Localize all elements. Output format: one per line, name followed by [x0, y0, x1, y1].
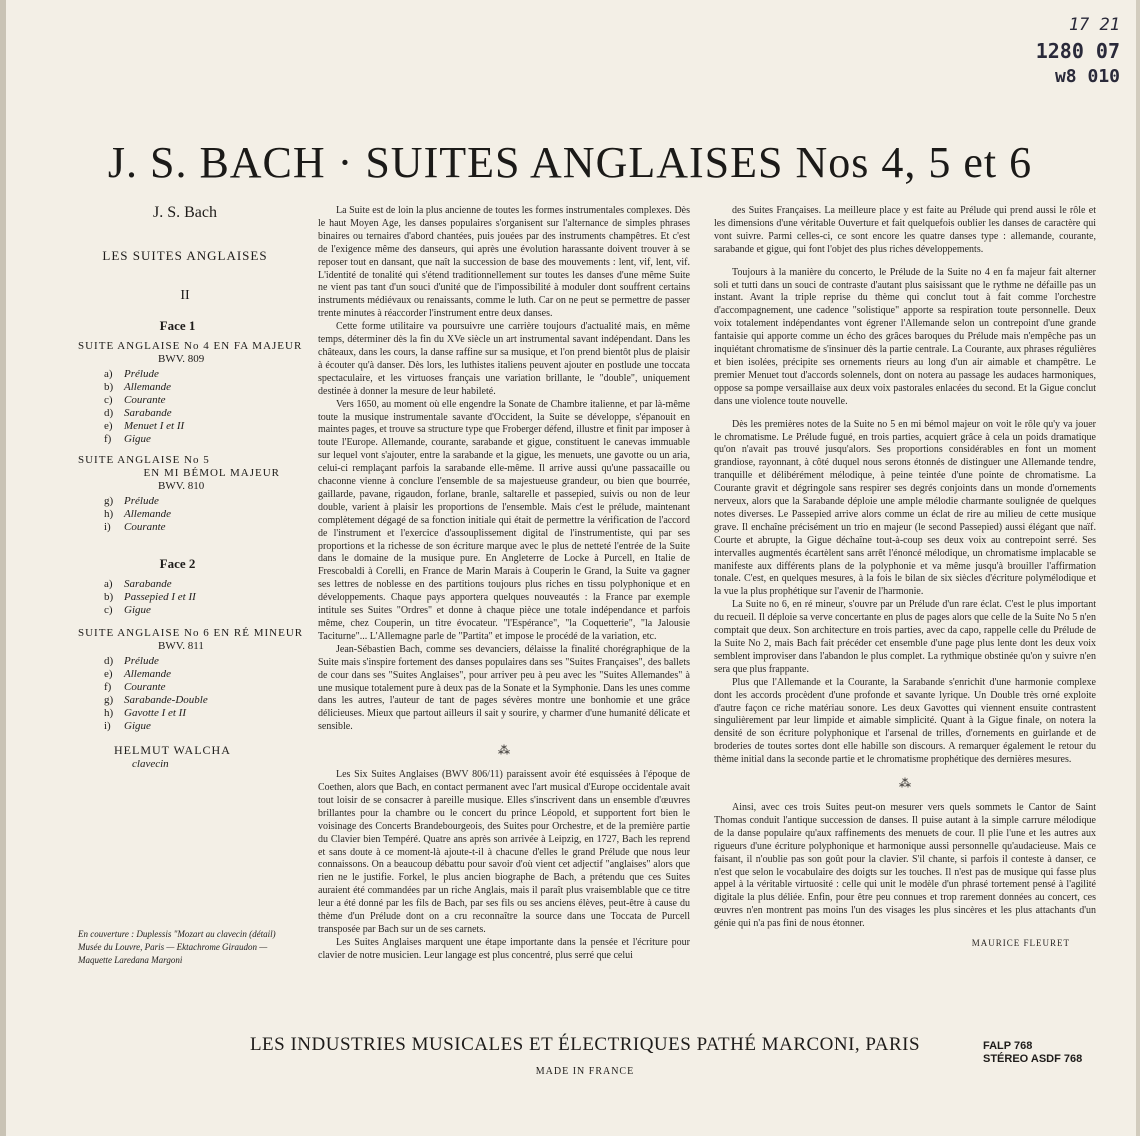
suite-heading: SUITE ANGLAISE No 5: [78, 454, 210, 466]
movement-letter: f): [104, 433, 112, 445]
movement-item: [104, 368, 310, 381]
movement-letter: g): [104, 495, 114, 507]
track-listing: [70, 204, 310, 770]
movement-letter: a): [104, 578, 113, 590]
movement-name: Allemande: [124, 508, 172, 520]
movement-letter: h): [104, 707, 114, 719]
movement-letter: i): [104, 521, 111, 533]
composer-name: J. S. Bach: [153, 204, 217, 221]
movement-letter: b): [104, 591, 114, 603]
catalog-numbers: [983, 1040, 1103, 1066]
catalog-mono: FALP 768: [983, 1040, 1033, 1052]
movement-letter: e): [104, 668, 113, 680]
suite-bwv: BWV. 810: [158, 480, 205, 492]
handwritten-note-3: w8 010: [1054, 66, 1120, 87]
album-title: J. S. BACH · SUITES ANGLAISES Nos 4, 5 et 6: [107, 138, 1033, 188]
liner-paragraph: Toujours à la manière du concerto, le Prélude de la Suite no 4 en fa majeur fait alterner soli et tutti dans un souci de contraste d'autant plus saisissant que le rythme ne défaille pas un instant. Avant la triple reprise du thème qui conclut tout à fait comme l'orchestre d'accompagnement, une cadence "solistique" apporte sa respiration toute personnelle. Deux voix totalement indépendantes vont égrener l'Allemande selon un contrepoint d'une grande fantaisie qui apporte comme un écho des grâces baroques du Prélude mais n'empêche pas un inquiétant chromatisme de s'insinuer dès la partie centrale. La Courante, aux phrases régulières et bien isolées, précipite ses ornements rieurs au long d'un air aimable et champêtre. Le premier Menuet tout d'accords solennels, dont on notera au passage les audaces harmoniques, oppose sa pompe versaillaise aux deux voix pastorales enlacées du second. Et la Gigue conclut dans une violence toute nouvelle.: [714, 266, 1096, 407]
liner-paragraph: La Suite no 6, en ré mineur, s'ouvre par un Prélude d'un rare éclat. C'est le plus important du recueil. Il déploie sa verve concertante en plus de pages alors que celle de la Suite No 5 n'en comptait que deux. Son architecture en trois parties, avec da capo, rappelle celle du Prélude de la Suite No 2, mais Bach fait précéder cet ensemble d'une page plus lente dont les deux voix semblent improviser dans l'abandon le plus complet. La rythmique obstinée qu'on y suivre n'en sera que plus frappante.: [714, 599, 1096, 675]
movement-item: [104, 578, 310, 591]
movement-item: [104, 694, 310, 707]
movement-name: Sarabande-Double: [124, 694, 208, 706]
liner-paragraph: Vers 1650, au moment où elle engendre la Sonate de Chambre italienne, et par là-même toute la musique instrumentale savante d'Occident, la Suite se développe, s'épanouit en maintes pages, et trouve sa structure type que Froberger défend, illustre et finit par imposer à toute l'Europe. Allemande, courante, sarabande et gigue, constituent le canevas immuable sur lequel vont s'ajouter, entre la sarabande et la gigue, les menuets, une gavotte ou un aria, celui-ci remplaçant parfois la sarabande elle-même. Il arrive aussi qu'une passacaille ou chaconne vienne à conclure l'ensemble de sa majestueuse grandeur, ou bien que bourrée, gaillarde, pavane, rigaudon, forlane, branle, saltarelle et passepied, suivis ou non de leur double, varient à plaisir les proportions de l'ensemble. Mais c'est le prélude, maintenant complètement dégagé de sa fonction initiale qui était de permettre la vérification de l'accord de l'instrument et l'exercice d'assouplissement digital de l'instrumentiste, qui par ses proportions et la richesse de son écriture marque avec le plus de netteté l'entrée de la Suite dans le domaine de la musique pure. En Angleterre de Locke à Purcell, en Italie de Frescobaldi à Corelli, en France de Marin Marais à Couperin le Grand, la Suite va gagner ses lettres de noblesse en des partitions toujours plus riches en tissu polyphonique et en développements. Chaque pays apportera quelques nouveautés : la France par exemple intitule ses Suites "Ordres" et donne à chaque pièce une totale indépendance et parfois même, chez Couperin, un titre évocateur. "l'Espérance", "la Coquetterie", "la Jalousie Taciturne"... L'Allemagne parle de "Partita" et impose le procédé de la variation, etc.: [318, 398, 690, 642]
movement-name: Courante: [124, 521, 166, 533]
liner-notes-right: [714, 205, 1096, 950]
movement-letter: b): [104, 381, 114, 393]
movement-letter: c): [104, 394, 113, 406]
publisher-line: LES INDUSTRIES MUSICALES ET ÉLECTRIQUES PATHÉ MARCONI, PARIS: [249, 1034, 921, 1055]
movement-item: [104, 604, 310, 617]
movement-item: [104, 433, 310, 446]
movement-name: Prélude: [124, 655, 159, 667]
volume-number: II: [180, 288, 190, 303]
author-signature: MAURICE FLEURET: [971, 938, 1070, 949]
movement-item: [104, 381, 310, 394]
liner-paragraph: Les Six Suites Anglaises (BWV 806/11) paraissent avoir été esquissées à l'époque de Coethen, alors que Bach, en contact permanent avec l'art musical d'Europe occidentale avait tout loisir de se consacrer à pareille musique. Elles s'inscrivent dans un ensemble d'œuvres brillantes pour la chambre ou le concert du prince Léopold, et supportent fort bien le voisinage des Concerts Brandebourgeois, des Suites pour Orchestre, et de la première partie du Clavier bien Tempéré. Quatre ans après son arrivée à Leipzig, en 1727, Bach les reprend et sans doute à ce moment-là ajoute-t-il à chacune d'elles le grand Prélude que nous leur connaissons. On a beaucoup débattu pour savoir d'où vient cet adjectif "anglaises" alors que rien ne le justifie. Forkel, le plus ancien biographe de Bach, a prétendu que ces Suites auraient été commandées par un riche Anglais, mais il paraît plus vraisemblable que ce titre leur a été donné par les fils de Bach, par ses fils ou ses anciens élèves, peut-être à cause du thème d'un Prélude dont on a cru reconnaître la source dans une Toccata de Purcell transposée par Bach sur un de ses carnets.: [318, 769, 690, 935]
liner-paragraph: La Suite est de loin la plus ancienne de toutes les formes instrumentales complexes. Dès le haut Moyen Age, les danses populaires s'organisent sur l'alternance de simples phrases binaires ou ternaires d'abord chantées, puis jouées par des instruments champêtres. Et c'est de l'exigence même des danseurs, qui après une évolution harassante doivent trouver à se reposer tout en dansant, que naît la succession de base des mouvements : lent, vif, lent, vif. L'identité de tonalité qui s'étend traditionnellement sur toutes les danses d'une même Suite ne vient pas tant d'un souci d'unité que de l'impossibilité à moduler dont souffrent certains instruments médiévaux ou renaissants, comme le luth. Car on ne peut se permettre de passer trente minutes à réaccorder l'instrument entre deux danses.: [318, 205, 690, 320]
work-title: LES SUITES ANGLAISES: [102, 248, 268, 263]
section-asterism: ⁂: [899, 776, 911, 791]
movement-name: Allemande: [124, 381, 172, 393]
movement-name: Passepied I et II: [124, 591, 196, 603]
movement-name: Gigue: [124, 604, 151, 616]
movement-letter: h): [104, 508, 114, 520]
movement-item: [104, 521, 310, 534]
movement-name: Sarabande: [124, 578, 172, 590]
performer-instrument: clavecin: [132, 758, 169, 770]
liner-paragraph: Les Suites Anglaises marquent une étape importante dans la pensée et l'écriture pour clavier de notre musicien. Leur langage est plus concentré, plus serré que celui: [318, 936, 690, 961]
handwritten-note-1: 17 21: [1068, 15, 1120, 35]
suite-6-heading: SUITE ANGLAISE No 6 EN RÉ MINEUR: [78, 627, 304, 639]
movement-letter: d): [104, 655, 114, 667]
movement-item: [104, 420, 310, 433]
suite-bwv: BWV. 809: [158, 353, 205, 365]
movement-item: [104, 681, 310, 694]
liner-paragraph: des Suites Françaises. La meilleure place y est faite au Prélude qui prend aussi le rôle et les dimensions d'une véritable Ouverture et fait quelquefois oublier les danses de caractère qui vont suivre. Parmi celles-ci, ce sont encore les quatre danses type : allemande, courante, sarabande et gigue, qui font l'objet des plus riches développements.: [714, 205, 1096, 255]
face-2-continued-movements: [70, 578, 310, 627]
liner-notes-middle: [318, 205, 690, 963]
movement-item: [104, 720, 310, 733]
suite-6-movements: [70, 655, 310, 733]
face-2-label: Face 2: [159, 556, 196, 571]
liner-paragraph: Jean-Sébastien Bach, comme ses devanciers, délaisse la finalité chorégraphique de la Suite mais s'inspire fortement des danses populaires dans ses "Suites Françaises", des ballets de cour dans ses "Suites Anglaises", pour arriver peu à peu avec les "Suites Allemandes" à une musique totalement pure à deux pas de la Sonate et la Symphonie. Dans les unes comme dans les autres, l'auteur de tant de pages sévères montre une bonhomie et une grâce délicieuses. Mieux que partout ailleurs il sait y sourire, y charmer d'une humanité délicate et sensible.: [318, 643, 690, 733]
movement-name: Prélude: [124, 495, 159, 507]
handwritten-catalog-notes: [1000, 12, 1120, 90]
liner-paragraph: Dès les premières notes de la Suite no 5 en mi bémol majeur on voit le rôle qu'y va jouer le chromatisme. Le Prélude fugué, en trois parties, acquiert grâce à cela un poids dramatique qu'on n'avait pas trouvé jusqu'alors. Ses proportions considérables en font un moment grandiose, rayonnant, à côté duquel nous serons étonnés de distinguer une Allemande tendre, tranquille et délibérément mélodique, à peine teintée d'une pointe de chromatisme. La Courante gravit et dégringole sans respirer ses degrés conjoints dans un monde d'ornements nerveux, alors que la Sarabande déploie une ample mélodie charmante soulignée de quelques notes diverses. Le Passepied arrive alors comme un éclat de rire au milieu de cette musique grave. Il enchaîne précisément un trio en majeur (le second Passepied) aussi élégant que naïf. Courte et abrupte, la Gigue déchaîne tout-à-coup ses deux voix au contrepoint serré. Ses intervalles augmentés écartèlent sans arrêt l'énoncé mélodique, un chromatisme implacable se manifeste aux différents plans de la polyphonie et va même jusqu'à brouiller l'affirmation tonale. C'est, en quelques mesures, à la fois le bilan de six siècles d'écriture polymélodique et la vue la plus prophétique sur l'avenir de l'harmonie.: [714, 418, 1096, 598]
cover-credits: En couverture : Duplessis "Mozart au clavecin (détail) Musée du Louvre, Paris — Ektachrome Giraudon — Maquette Laredana Margoni: [78, 929, 276, 965]
suite-6-bwv: BWV. 811: [158, 640, 204, 652]
movement-letter: e): [104, 420, 113, 432]
liner-paragraph: Plus que l'Allemande et la Courante, la Sarabande s'enrichit d'une harmonie complexe dont les accords procèdent d'une profonde et savante lyrique. Un Double très orné exploite d'autre façon ce riche matériau sonore. Les deux Gavottes qui viennent ensuite contrastent singulièrement par leur limpide et aimable simplicité. Quant à la Gigue finale, on notera la densité de son écriture polyphonique et l'arsenal de trilles, d'ornements en guirlande et de broderies de toutes sortes dont elle habille son discours. A remarquer également le retour du thème initial dans la seconde partie et le chromatisme prophétique des dernières mesures.: [714, 676, 1096, 766]
movement-name: Prélude: [124, 368, 159, 380]
made-in-label: MADE IN FRANCE: [535, 1066, 635, 1077]
movement-name: Menuet I et II: [124, 420, 185, 432]
movement-item: [104, 508, 310, 521]
face-1-suites: [70, 340, 310, 542]
movement-item: [104, 495, 310, 508]
movement-item: [104, 591, 310, 604]
catalog-stereo: STÉREO ASDF 768: [983, 1053, 1083, 1065]
movement-name: Allemande: [124, 668, 172, 680]
movement-letter: i): [104, 720, 111, 732]
movement-item: [104, 407, 310, 420]
suite-key: EN MI BÉMOL MAJEUR: [143, 467, 280, 479]
face-1-label: Face 1: [159, 318, 196, 333]
movement-letter: a): [104, 368, 113, 380]
movement-item: [104, 655, 310, 668]
movement-letter: f): [104, 681, 112, 693]
liner-paragraph: Ainsi, avec ces trois Suites peut-on mesurer vers quels sommets le Cantor de Saint Thomas conduit l'antique succession de danses. Il puise autant à la simple carrure mélodique de la danse populaire qu'aux raffinements des menuets de cour. Il plie l'une et les autres aux rigueurs d'une écriture polyphonique et harmonique aussi personnelle qu'audacieuse. Mais ce faisant, il n'oublie pas son goût pour la clavier. S'il chante, si parfois il conteste à danser, ce n'est que selon le vocabulaire des doigts sur les touches. Il n'est pas de musique qui fasse plus appel à la véritable virtuosité : celle qui unit le modèle d'un phrasé tortement pensé à l'agilité digitale la plus déliée. Enfin, pour être peu connues et trop rarement données au concert, ces œuvres n'en montrent pas moins l'un des visages les plus sincères et les plus attachants d'un génie qui n'a pas fini de nous étonner.: [714, 801, 1096, 930]
movement-letter: d): [104, 407, 114, 419]
movement-item: [104, 394, 310, 407]
movement-letter: g): [104, 694, 114, 706]
movement-name: Gigue: [124, 433, 151, 445]
section-asterism: ⁂: [498, 743, 510, 758]
movement-name: Courante: [124, 681, 166, 693]
handwritten-note-2: 1280 07: [1035, 39, 1120, 63]
performer-name: HELMUT WALCHA: [114, 743, 231, 757]
movement-name: Gigue: [124, 720, 151, 732]
movement-letter: c): [104, 604, 113, 616]
movement-name: Sarabande: [124, 407, 172, 419]
movement-item: [104, 668, 310, 681]
movement-name: Gavotte I et II: [124, 707, 186, 719]
movement-name: Courante: [124, 394, 166, 406]
liner-paragraph: Cette forme utilitaire va poursuivre une carrière toujours d'actualité mais, en même temps, déterminer dès la fin du XVe siècle un art instrumental savant indépendant. Dans les châteaux, dans les cours, la danse raffine sur sa musique, et l'on prend bientôt plus de plaisir à écouter qu'à danser. Dès lors, les luthistes italiens peuvent ajouter en postlude une toccata spectaculaire, et les virtuoses français une variation brillante, le "double", uniquement destinée à donner la mesure de leur habileté.: [318, 321, 690, 397]
movement-item: [104, 707, 310, 720]
suite-heading: SUITE ANGLAISE No 4 EN FA MAJEUR: [78, 340, 303, 352]
